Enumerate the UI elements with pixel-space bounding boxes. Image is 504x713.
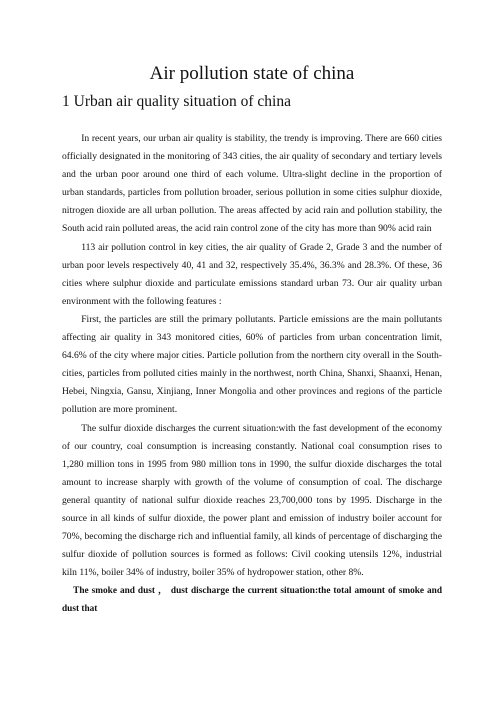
section-heading: 1 Urban air quality situation of china — [62, 93, 291, 110]
paragraph-sulfur-dioxide: The sulfur dioxide discharges the current situation:with the fast development of the economy of our country, coal consumption is increasing constantly. National coal consumption rises to 1,280 million tons in 1995 from 980 million tons in 1990, the sulfur dioxide discharges the total amount to increase sharply with growth of the volume of consumption of coal. The discharge general quantity of national sulfur dioxide reaches 23,700,000 tons by 1995. Discharge in the source in all kinds of sulfur dioxide, the power plant and emission of industry boiler account for 70%, becoming the discharge rich and influential family, all kinds of percentage of discharging the sulfur dioxide of pollution sources is formed as follows: Civil cooking utensils 12%, industrial kiln 11%, boiler 34% of industry, boiler 35% of hydropower station, other 8%. — [62, 422, 442, 579]
paragraph-smoke-dust: The smoke and dust ， dust discharge the current situation:the total amount of smoke and dust that — [62, 586, 442, 615]
paragraph-particles: First, the particles are still the primary pollutants. Particle emissions are the main pollutants affecting air quality in 343 monitored cities, 60% of particles from urban concentration limit, 64.6% of the city where major cities. Particle pollution from the northern city overall in the South-cities, particles from polluted cities mainly in the northwest, north China, Shanxi, Shaanxi, Henan, Hebei, Ningxia, Gansu, Xinjiang, Inner Mongolia and other provinces and regions of the particle pollution are more prominent. — [62, 313, 442, 416]
paragraph-urban-air-quality: In recent years, our urban air quality is stability, the trendy is improving. There are 660 cities officially designated in the monitoring of 343 cities, the air quality of secondary and tertiary levels and the urban poor around one third of each volume. Ultra-slight decline in the proportion of urban standards, particles from pollution broader, serious pollution in some cities sulphur dioxide, nitrogen dioxide are all urban pollution. The areas affected by acid rain and pollution stability, the South acid rain polluted areas, the acid rain control zone of the city has more than 90% acid rain — [62, 133, 442, 235]
document-body — [62, 130, 442, 619]
paragraph-key-cities: 113 air pollution control in key cities, the air quality of Grade 2, Grade 3 and the number of urban poor levels respectively 40, 41 and 32, respectively 35.4%, 36.3% and 28.3%. Of these, 36 cities where sulphur dioxide and particulate emissions standard urban 73. Our air quality urban environment with the following features : — [62, 241, 442, 307]
document-title: Air pollution state of china — [149, 63, 355, 84]
